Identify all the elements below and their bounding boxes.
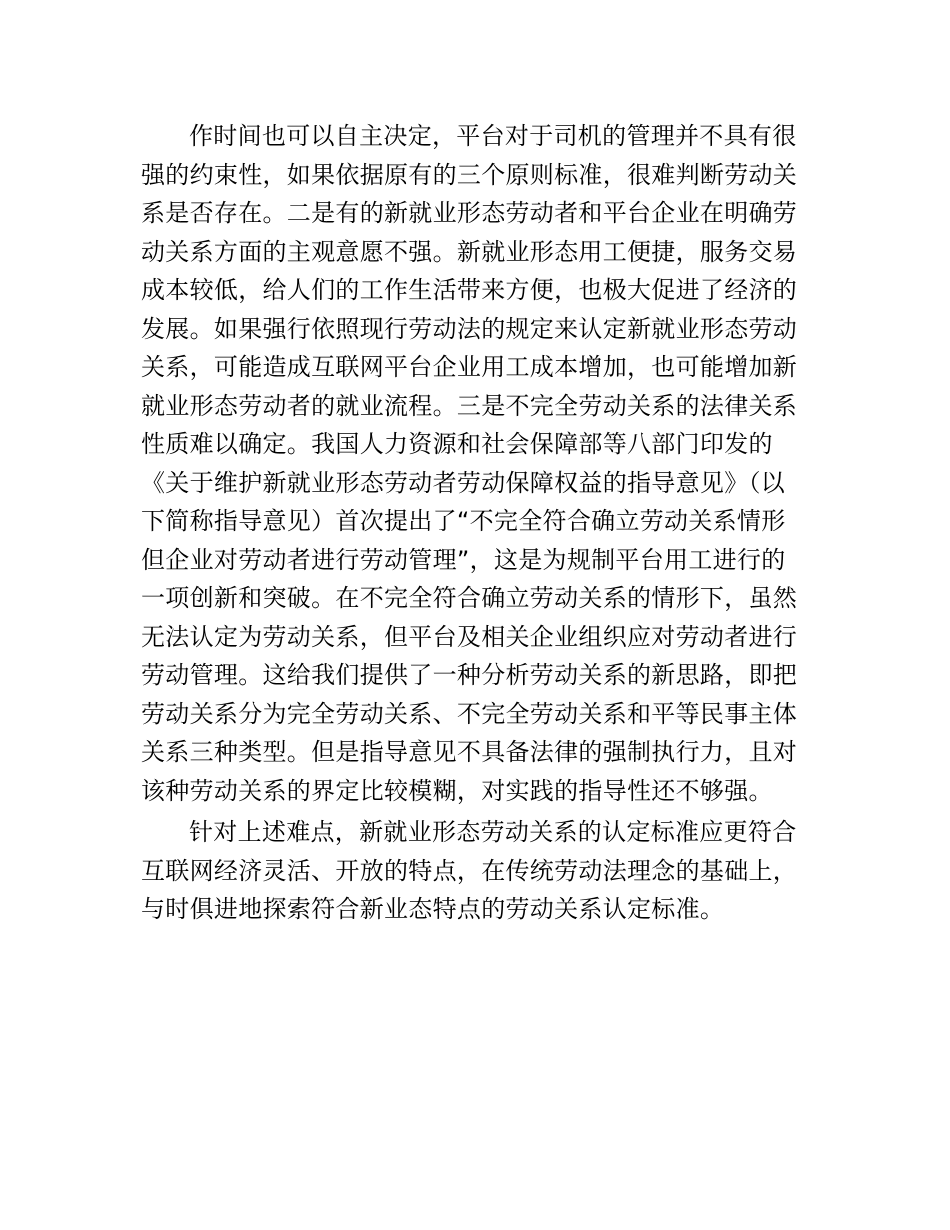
text-line: 动关系方面的主观意愿不强。新就业形态用工便捷，服务交易: [141, 237, 798, 266]
text-line: 系是否存在。二是有的新就业形态劳动者和平台企业在明确劳: [141, 199, 798, 227]
text-line: 与时俱进地探索符合新业态特点的劳动关系认定标准。: [141, 895, 725, 923]
text-line: 作时间也可以自主决定，平台对于司机的管理并不具有很: [189, 122, 797, 150]
text-line: 针对上述难点，新就业形态劳动关系的认定标准应更符合: [189, 818, 797, 846]
paragraph-1: [141, 117, 813, 810]
text-line: 互联网经济灵活、开放的特点，在传统劳动法理念的基础上，: [141, 856, 798, 885]
text-line: 劳动关系分为完全劳动关系、不完全劳动关系和平等民事主体: [141, 699, 798, 728]
text-line: 《关于维护新就业形态劳动者劳动保障权益的指导意见》（以: [141, 468, 786, 497]
text-line: 劳动管理。这给我们提供了一种分析劳动关系的新思路，即把: [141, 661, 798, 689]
text-line: 但企业对劳动者进行劳动管理”，这是为规制平台用工进行的: [141, 545, 786, 574]
paragraph-2: [141, 813, 813, 929]
text-line: 无法认定为劳动关系，但平台及相关企业组织应对劳动者进行: [141, 622, 798, 651]
text-line: 就业形态劳动者的就业流程。三是不完全劳动关系的法律关系: [141, 391, 798, 420]
text-line: 关系三种类型。但是指导意见不具备法律的强制执行力，且对: [141, 738, 798, 766]
text-line: 关系，可能造成互联网平台企业用工成本增加，也可能增加新: [141, 353, 798, 381]
text-line: 该种劳动关系的界定比较模糊，对实践的指导性还不够强。: [141, 776, 773, 805]
document-body: [141, 117, 813, 929]
text-line: 下简称指导意见）首次提出了“不完全符合确立劳动关系情形: [141, 507, 786, 535]
text-line: 强的约束性，如果依据原有的三个原则标准，很难判断劳动关: [141, 160, 798, 189]
text-line: 发展。如果强行依照现行劳动法的规定来认定新就业形态劳动: [141, 314, 798, 343]
text-line: 成本较低，给人们的工作生活带来方便，也极大促进了经济的: [141, 276, 798, 304]
text-line: 一项创新和突破。在不完全符合确立劳动关系的情形下，虽然: [141, 584, 798, 612]
text-line: 性质难以确定。我国人力资源和社会保障部等八部门印发的: [141, 430, 773, 458]
